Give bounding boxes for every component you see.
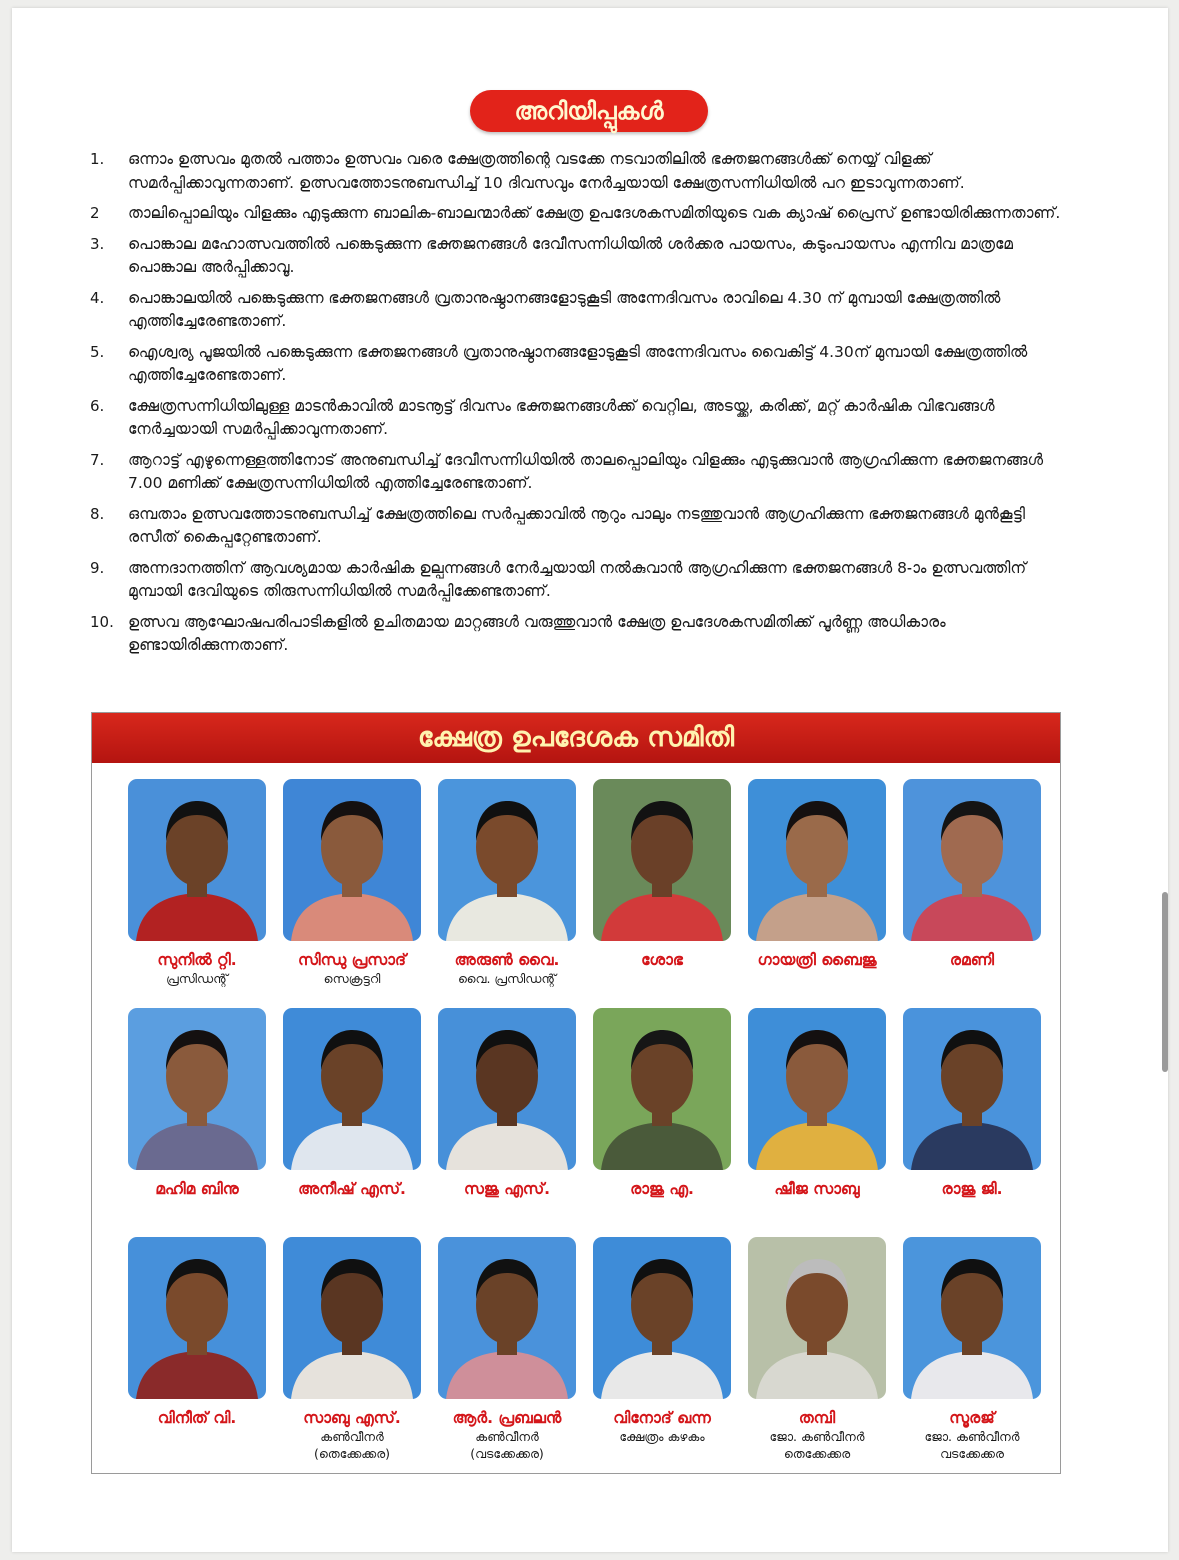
member-name: അരുൺ വൈ.	[454, 951, 560, 969]
member-card	[748, 779, 886, 1008]
member-photo	[593, 1008, 731, 1170]
notice-item	[88, 287, 1068, 334]
member-role-place: തെക്കേക്കര	[783, 1446, 851, 1461]
member-photo	[283, 1008, 421, 1170]
member-photo	[748, 1008, 886, 1170]
member-photo	[593, 779, 731, 941]
member-name: മഹിമ ബിനു	[155, 1180, 239, 1198]
notice-number: 6.	[90, 396, 105, 415]
member-name: ഷീജ സാബു	[774, 1180, 860, 1198]
member-role: ജോ. കൺവീനർ	[924, 1429, 1020, 1444]
notice-text: ആറാട്ട് എഴുന്നെള്ളത്തിനോട് അനുബന്ധിച്ച് ദേവീസന്നിധിയിൽ താലപ്പൊലിയും വിളക്കും എടുക്കുവാൻ ആഗ്രഹിക്കുന്ന ഭക്തജനങ്ങൾ 7.00 മണിക്ക് ക്ഷേത്രസന്നിധിയിൽ എത്തിച്ചേരേണ്ടതാണ്.	[128, 450, 1044, 492]
notice-item	[88, 148, 1068, 195]
member-role-place: വടക്കേക്കര	[940, 1446, 1004, 1461]
member-card	[593, 1008, 731, 1237]
member-card	[903, 1237, 1041, 1487]
member-name: രാജു എ.	[630, 1180, 694, 1198]
member-card	[128, 1008, 266, 1237]
member-photo	[748, 779, 886, 941]
notice-number: 10.	[90, 612, 114, 631]
member-card	[438, 1237, 576, 1487]
notice-text: ക്ഷേത്രസന്നിധിയിലുള്ള മാടൻകാവിൽ മാടനൂട്ട് ദിവസം ഭക്തജനങ്ങൾക്ക് വെറ്റില, അടയ്ക്ക, കരിക്ക്, മറ്റ് കാർഷിക വിഭവങ്ങൾ നേർച്ചയായി സമർപ്പിക്കാവുന്നതാണ്.	[128, 396, 995, 438]
notice-text: ഉത്സവ ആഘോഷപരിപാടികളിൽ ഉചിതമായ മാറ്റങ്ങൾ വരുത്തുവാൻ ക്ഷേത്ര ഉപദേശകസമിതിക്ക് പൂർണ്ണ അധികാരം ഉണ്ടായിരിക്കുന്നതാണ്.	[128, 612, 946, 654]
notice-number: 2	[90, 204, 100, 222]
notice-text: അന്നദാനത്തിന് ആവശ്യമായ കാർഷിക ഉല്പന്നങ്ങൾ നേർച്ചയായി നൽകുവാൻ ആഗ്രഹിക്കുന്ന ഭക്തജനങ്ങൾ 8-ാം ഉത്സവത്തിന് മുമ്പായി ദേവിയുടെ തിരുസന്നിധിയിൽ സമർപ്പിക്കേണ്ടതാണ്.	[128, 558, 1027, 600]
member-card	[748, 1008, 886, 1237]
member-role: കൺവീനർ	[475, 1429, 539, 1444]
member-photo	[593, 1237, 731, 1399]
member-photo	[128, 1008, 266, 1170]
vertical-scrollbar[interactable]	[1162, 892, 1168, 1072]
member-photo	[748, 1237, 886, 1399]
member-photo	[283, 779, 421, 941]
committee-section	[91, 712, 1061, 1474]
member-card	[128, 1237, 266, 1487]
committee-title: ക്ഷേത്ര ഉപദേശക സമിതി	[92, 713, 1060, 763]
member-card	[283, 1008, 421, 1237]
notice-number: 7.	[90, 450, 105, 469]
member-photo	[903, 779, 1041, 941]
member-photo	[283, 1237, 421, 1399]
notices-title: അറിയിപ്പുകൾ	[470, 90, 708, 132]
member-card	[283, 779, 421, 1008]
member-photo	[438, 1008, 576, 1170]
members-grid	[128, 779, 1024, 1487]
member-name: രമണി	[949, 951, 995, 969]
member-role: പ്രസിഡന്റ്	[166, 971, 228, 986]
member-role-place: (തെക്കേക്കര)	[313, 1446, 391, 1461]
member-card	[903, 1008, 1041, 1237]
member-name: അനീഷ് എസ്.	[298, 1180, 406, 1198]
member-photo	[128, 779, 266, 941]
notice-text: പൊങ്കാല മഹോത്സവത്തിൽ പങ്കെടുക്കുന്ന ഭക്തജനങ്ങൾ ദേവീസന്നിധിയിൽ ശർക്കര പായസം, കടുംപായസം എന്നിവ മാത്രമേ പൊങ്കാല അർപ്പിക്കാവൂ.	[128, 234, 1013, 276]
member-card	[128, 779, 266, 1008]
notice-item	[88, 202, 1068, 226]
notice-item	[88, 611, 1068, 658]
notice-number: 9.	[90, 558, 105, 577]
member-photo	[438, 1237, 576, 1399]
member-card	[593, 1237, 731, 1487]
member-card	[283, 1237, 421, 1487]
notices-list	[88, 148, 1068, 665]
member-name: തമ്പി	[798, 1409, 836, 1427]
member-name: വിനോദ് ഖന്ന	[613, 1409, 711, 1427]
member-role-place: (വടക്കേക്കര)	[470, 1446, 544, 1461]
member-card	[748, 1237, 886, 1487]
member-name: സാബു എസ്.	[303, 1409, 401, 1427]
member-name: സിന്ധു പ്രസാദ്	[298, 951, 406, 969]
member-name: ഗായത്രി ബൈജു	[757, 951, 877, 969]
member-card	[438, 779, 576, 1008]
member-name: ആർ. പ്രബലൻ	[452, 1409, 562, 1427]
notice-text: താലിപ്പൊലിയും വിളക്കും എടുക്കുന്ന ബാലിക-ബാലന്മാർക്ക് ക്ഷേത്ര ഉപദേശകസമിതിയുടെ വക ക്യാഷ് പ്രൈസ് ഉണ്ടായിരിക്കുന്നതാണ്.	[128, 204, 1061, 222]
notice-text: പൊങ്കാലയിൽ പങ്കെടുക്കുന്ന ഭക്തജനങ്ങൾ വ്രതാനുഷ്ഠാനങ്ങളോടുകൂടി അന്നേദിവസം രാവിലെ 4.30 ന് മുമ്പായി ക്ഷേത്രത്തിൽ എത്തിച്ചേരേണ്ടതാണ്.	[128, 288, 1001, 330]
notice-item	[88, 395, 1068, 442]
member-photo	[903, 1237, 1041, 1399]
member-role: വൈ. പ്രസിഡന്റ്	[457, 971, 557, 986]
member-photo	[438, 779, 576, 941]
notice-item	[88, 233, 1068, 280]
member-role: ജോ. കൺവീനർ	[769, 1429, 865, 1444]
member-role: സെക്രട്ടറി	[323, 971, 381, 986]
notice-number: 1.	[90, 150, 105, 168]
member-card	[438, 1008, 576, 1237]
member-name: രാജു ജി.	[941, 1180, 1003, 1198]
member-card	[593, 779, 731, 1008]
member-role: ക്ഷേത്രം കഴകം	[619, 1429, 705, 1444]
member-name: സൂരജ്	[949, 1409, 995, 1427]
notice-item	[88, 449, 1068, 496]
member-name: സജു എസ്.	[463, 1180, 550, 1198]
notice-number: 8.	[90, 504, 105, 523]
notice-text: ഒമ്പതാം ഉത്സവത്തോടനുബന്ധിച്ച് ക്ഷേത്രത്തിലെ സർപ്പക്കാവിൽ നൂറും പാലും നടത്തുവാൻ ആഗ്രഹിക്കുന്ന ഭക്തജനങ്ങൾ മുൻകൂട്ടി രസീത് കൈപ്പറ്റേണ്ടതാണ്.	[128, 504, 1026, 546]
notice-text: ഐശ്വര്യ പൂജയിൽ പങ്കെടുക്കുന്ന ഭക്തജനങ്ങൾ വ്രതാനുഷ്ഠാനങ്ങളോടുകൂടി അന്നേദിവസം വൈകിട്ട് 4.30ന് മുമ്പായി ക്ഷേത്രത്തിൽ എത്തിച്ചേരേണ്ടതാണ്.	[128, 342, 1028, 384]
member-photo	[128, 1237, 266, 1399]
notice-number: 4.	[90, 288, 105, 307]
notice-number: 5.	[90, 342, 105, 361]
notice-text: ഒന്നാം ഉത്സവം മുതൽ പത്താം ഉത്സവം വരെ ക്ഷേത്രത്തിന്റെ വടക്കേ നടവാതിലിൽ ഭക്തജനങ്ങൾക്ക് നെയ്യ് വിളക്ക് സമർപ്പിക്കാവുന്നതാണ്. ഉത്സവത്തോടനുബന്ധിച്ച് 10 ദിവസവും നേർച്ചയായി ക്ഷേത്രസന്നിധിയിൽ പറ ഇടാവുന്നതാണ്.	[128, 150, 965, 192]
member-card	[903, 779, 1041, 1008]
member-photo	[903, 1008, 1041, 1170]
notice-item	[88, 557, 1068, 604]
notice-item	[88, 503, 1068, 550]
member-name: വിനീത് വി.	[157, 1409, 237, 1427]
member-name: ശോഭ	[641, 951, 683, 969]
member-role: കൺവീനർ	[320, 1429, 384, 1444]
notice-number: 3.	[90, 234, 105, 253]
member-name: സുനിൽ റ്റി.	[157, 951, 237, 969]
notice-item	[88, 341, 1068, 388]
